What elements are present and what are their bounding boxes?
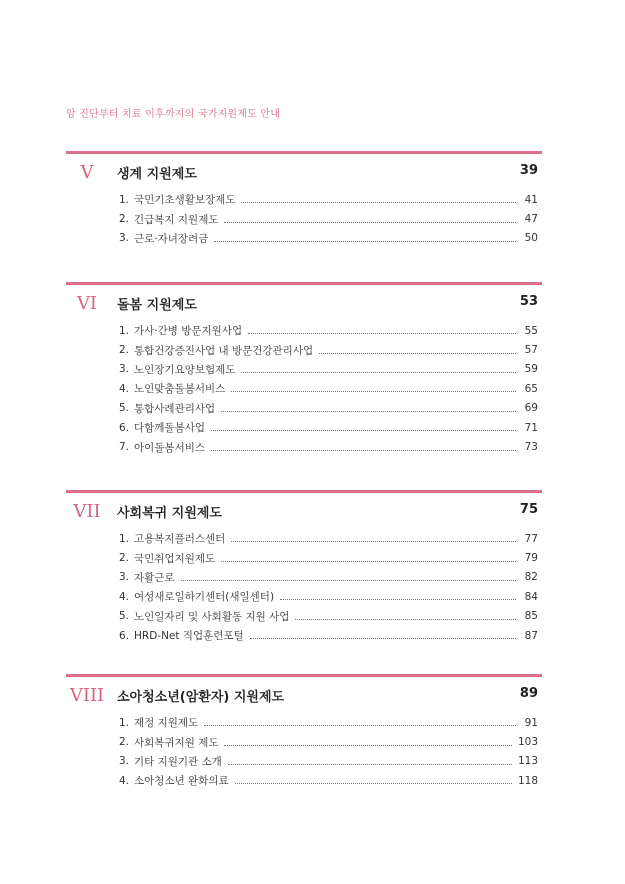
entry-number: 6.: [119, 629, 130, 642]
dot-leader: [181, 572, 516, 581]
dot-leader: [295, 611, 516, 620]
toc-entry[interactable]: [66, 229, 542, 248]
toc-entry[interactable]: [66, 379, 542, 398]
entry-number: 1.: [119, 532, 130, 545]
entry-number: 1.: [119, 193, 130, 206]
section-page-number: 53: [519, 294, 538, 309]
entry-number: 3.: [119, 232, 130, 245]
dot-leader: [280, 591, 516, 600]
entry-page: 77: [524, 532, 538, 545]
toc-entry[interactable]: [66, 437, 542, 456]
entry-label: 고용복지플러스센터: [134, 533, 226, 546]
section-numeral: VII: [73, 501, 101, 522]
dot-leader: [214, 233, 516, 242]
section-heading: [66, 493, 542, 529]
section-social-return: [66, 490, 542, 645]
entry-page: 79: [524, 552, 538, 565]
entry-label: 노인일자리 및 사회활동 지원 사업: [134, 610, 290, 623]
dot-leader: [228, 756, 512, 765]
toc-entry[interactable]: [66, 321, 542, 340]
entry-label: 재정 지원제도: [134, 717, 199, 730]
section-heading: [66, 677, 542, 713]
section-pediatric: [66, 674, 542, 791]
section-numeral: VI: [76, 293, 98, 314]
dot-leader: [250, 630, 516, 639]
section-title[interactable]: 돌봄 지원제도: [117, 298, 197, 313]
entry-number: 3.: [119, 755, 130, 768]
entry-label: 자활근로: [134, 571, 175, 584]
section-heading: [66, 285, 542, 321]
entry-number: 5.: [119, 610, 130, 623]
entry-number: 6.: [119, 421, 130, 434]
toc-list: [66, 190, 542, 248]
toc-entry[interactable]: [66, 360, 542, 379]
entry-number: 2.: [119, 213, 130, 226]
entry-page: 55: [524, 324, 538, 337]
entry-number: 3.: [119, 571, 130, 584]
running-header: 암 진단부터 치료 이후까지의 국가지원제도 안내: [66, 109, 281, 120]
dot-leader: [211, 422, 516, 431]
entry-number: 4.: [119, 590, 130, 603]
dot-leader: [221, 403, 516, 412]
entry-label: 통합건강증진사업 내 방문건강관리사업: [134, 344, 314, 357]
entry-number: 1.: [119, 716, 130, 729]
entry-page: 65: [524, 382, 538, 395]
toc-entry[interactable]: [66, 418, 542, 437]
entry-label: 아이돌봄서비스: [134, 441, 206, 454]
entry-number: 3.: [119, 363, 130, 376]
toc-entry[interactable]: [66, 607, 542, 626]
dot-leader: [248, 325, 516, 334]
dot-leader: [204, 717, 516, 726]
section-title[interactable]: 사회복귀 지원제도: [117, 506, 222, 521]
toc-entry[interactable]: [66, 713, 542, 732]
entry-number: 2.: [119, 552, 130, 565]
dot-leader: [241, 194, 516, 203]
entry-page: 57: [524, 344, 538, 357]
entry-label: 긴급복지 지원제도: [134, 213, 219, 226]
dot-leader: [211, 442, 516, 451]
entry-page: 71: [524, 421, 538, 434]
toc-entry[interactable]: [66, 190, 542, 209]
toc-list: [66, 713, 542, 791]
entry-page: 91: [524, 716, 538, 729]
entry-page: 69: [524, 402, 538, 415]
toc-entry[interactable]: [66, 399, 542, 418]
entry-page: 113: [517, 755, 538, 768]
toc-entry[interactable]: [66, 626, 542, 645]
entry-page: 59: [524, 363, 538, 376]
toc-entry[interactable]: [66, 529, 542, 548]
toc-entry[interactable]: [66, 752, 542, 771]
dot-leader: [231, 383, 516, 392]
entry-page: 41: [524, 193, 538, 206]
entry-label: 가사·간병 방문지원사업: [134, 325, 243, 338]
entry-page: 118: [517, 774, 538, 787]
section-title[interactable]: 생계 지원제도: [117, 167, 197, 182]
entry-page: 85: [524, 610, 538, 623]
section-page-number: 75: [519, 502, 538, 517]
toc-entry[interactable]: [66, 340, 542, 359]
section-page-number: 89: [519, 686, 538, 701]
entry-label: 노인장기요양보험제도: [134, 363, 236, 376]
entry-number: 5.: [119, 402, 130, 415]
entry-page: 82: [524, 571, 538, 584]
entry-label: 소아청소년 완화의료: [134, 775, 229, 788]
section-livelihood: [66, 151, 542, 248]
section-numeral: VIII: [69, 685, 105, 706]
entry-label: 국민취업지원제도: [134, 552, 216, 565]
toc-entry[interactable]: [66, 209, 542, 228]
toc-list: [66, 529, 542, 645]
entry-label: 노인맞춤돌봄서비스: [134, 383, 226, 396]
toc-entry[interactable]: [66, 732, 542, 751]
dot-leader: [319, 345, 516, 354]
entry-page: 87: [524, 629, 538, 642]
entry-label: 근로·자녀장려금: [134, 232, 209, 245]
entry-number: 2.: [119, 736, 130, 749]
entry-page: 84: [524, 590, 538, 603]
toc-list: [66, 321, 542, 457]
toc-entry[interactable]: [66, 548, 542, 567]
entry-number: 1.: [119, 324, 130, 337]
entry-number: 4.: [119, 382, 130, 395]
section-page-number: 39: [519, 163, 538, 178]
section-title[interactable]: 소아청소년(암환자) 지원제도: [117, 690, 285, 705]
entry-label: 여성새로일하기센터(새일센터): [134, 591, 275, 604]
entry-label: 다함께돌봄사업: [134, 422, 206, 435]
entry-number: 7.: [119, 441, 130, 454]
dot-leader: [224, 737, 511, 746]
toc-entry[interactable]: [66, 568, 542, 587]
dot-leader: [235, 775, 512, 784]
entry-label: 기타 지원기관 소개: [134, 755, 222, 768]
section-numeral: V: [80, 162, 94, 183]
entry-label: 국민기초생활보장제도: [134, 194, 236, 207]
entry-number: 4.: [119, 774, 130, 787]
dot-leader: [241, 364, 516, 373]
toc-entry[interactable]: [66, 587, 542, 606]
dot-leader: [224, 214, 516, 223]
entry-page: 103: [517, 736, 538, 749]
toc-entry[interactable]: [66, 771, 542, 790]
dot-leader: [231, 533, 516, 542]
dot-leader: [221, 553, 516, 562]
section-care: [66, 282, 542, 457]
entry-page: 50: [524, 232, 538, 245]
entry-label: 통합사례관리사업: [134, 402, 216, 415]
entry-number: 2.: [119, 344, 130, 357]
entry-label: HRD-Net 직업훈련포털: [134, 630, 244, 643]
entry-page: 47: [524, 213, 538, 226]
section-heading: [66, 154, 542, 190]
entry-page: 73: [524, 441, 538, 454]
entry-label: 사회복귀지원 제도: [134, 736, 219, 749]
